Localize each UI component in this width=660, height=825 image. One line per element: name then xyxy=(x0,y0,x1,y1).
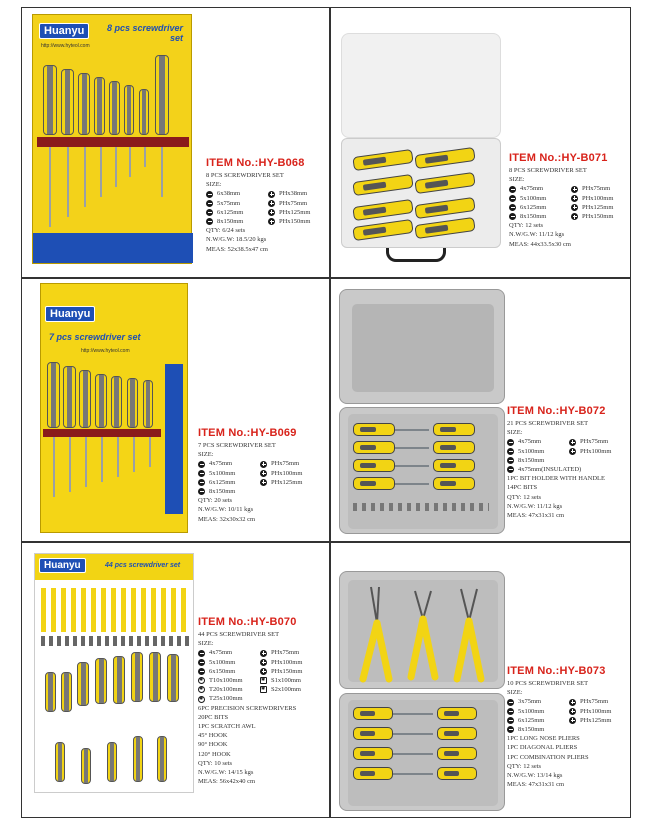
measurement: MEAS: 47x31x31 cm xyxy=(507,781,565,789)
tool-holder-bar xyxy=(37,137,189,147)
product-photo xyxy=(32,14,192,264)
long-nose-pliers-icon xyxy=(363,587,389,679)
handles-row xyxy=(47,358,161,428)
measurement: MEAS: 32x30x32 cm xyxy=(198,515,256,523)
tool-holder-bar xyxy=(43,429,161,437)
size-label: SIZE: xyxy=(507,689,523,697)
quantity: QTY: 12 sets xyxy=(509,222,544,230)
size-slotted: 8x150mm xyxy=(206,217,266,226)
note: 6PC PRECISION SCREWDRIVERS xyxy=(198,704,297,712)
phillips-icon xyxy=(268,218,275,225)
size-label: SIZE: xyxy=(206,181,222,189)
brand-logo: Huanyu xyxy=(45,306,95,322)
item-number: ITEM No.:HY-B068 xyxy=(206,157,305,169)
weight: N.W/G.W: 10/11 kgs xyxy=(198,506,254,514)
note: 90° HOOK xyxy=(198,741,228,749)
item-number: ITEM No.:HY-B070 xyxy=(198,616,297,628)
slotted-icon xyxy=(509,204,516,211)
pack-label: 7 pcs screwdriver set xyxy=(49,332,141,342)
phillips-icon xyxy=(260,659,267,666)
handles-row xyxy=(43,55,183,135)
size-list: 4x75mm PHx75mm 5x100mm PHx100mm 6x150mm PHx150mm ✱ T10x100mm ✱ S1x100mm ✱ T20x100mm ✱ S2x100mm ✱ T25x100mm xyxy=(198,648,330,703)
size-phillips: PHx75mm xyxy=(268,199,330,208)
set-description: 8 PCS SCREWDRIVER SET xyxy=(206,172,284,179)
set-description: 7 PCS SCREWDRIVER SET xyxy=(198,442,276,449)
phillips-icon xyxy=(569,448,576,455)
note: 20PC BITS xyxy=(198,713,229,721)
case-lid xyxy=(341,33,501,138)
note: 1PC COMBINATION PLIERS xyxy=(507,753,589,761)
phillips-icon xyxy=(569,717,576,724)
product-photo xyxy=(40,283,188,533)
phillips-icon xyxy=(571,213,578,220)
slotted-icon xyxy=(507,439,514,446)
phillips-icon xyxy=(569,699,576,706)
screwdriver-handle xyxy=(61,69,74,135)
product-cell-hy-b070 xyxy=(21,542,330,818)
note: 1PC LONG NOSE PLIERS xyxy=(507,735,580,743)
slotted-icon xyxy=(198,668,205,675)
handles-grid xyxy=(41,652,189,792)
size-list: 3x75mm PHx75mm 5x100mm PHx100mm 6x125mm PHx125mm 8x150mm xyxy=(507,697,631,734)
slotted-icon xyxy=(206,200,213,207)
item-number: ITEM No.:HY-B072 xyxy=(507,405,606,417)
slotted-icon xyxy=(507,466,514,473)
product-cell-hy-b069 xyxy=(21,278,330,542)
product-photo xyxy=(339,571,505,813)
diagonal-pliers-icon xyxy=(411,591,435,677)
screwdriver-handle xyxy=(155,55,169,135)
torx-icon xyxy=(198,696,205,703)
size-label: SIZE: xyxy=(198,451,214,459)
phillips-icon xyxy=(268,191,275,198)
size-label: SIZE: xyxy=(198,640,214,648)
square-icon xyxy=(260,677,267,684)
weight: N.W/G.W: 14/15 kgs xyxy=(198,769,254,777)
size-list: 4x75mm PHx75mm 5x100mm PHx100mm 6x125mm PHx125mm 8x150mm PHx150mm xyxy=(509,184,631,221)
slotted-icon xyxy=(206,209,213,216)
product-photo xyxy=(34,553,194,813)
screwdriver-handle xyxy=(43,65,57,135)
screwdriver-handle xyxy=(109,81,120,135)
slotted-icon xyxy=(198,650,205,657)
set-description: 8 PCS SCREWDRIVER SET xyxy=(509,167,587,174)
slotted-icon xyxy=(509,213,516,220)
phillips-icon xyxy=(260,479,267,486)
note: 1PC DIAGONAL PLIERS xyxy=(507,744,578,752)
size-slotted: 6x125mm xyxy=(206,208,266,217)
set-description: 21 PCS SCREWDRIVER SET xyxy=(507,420,589,427)
torx-icon xyxy=(198,677,205,684)
product-photo xyxy=(341,33,501,268)
bits-row xyxy=(353,503,489,511)
phillips-icon xyxy=(268,209,275,216)
phillips-icon xyxy=(260,650,267,657)
product-specs xyxy=(198,616,330,786)
slotted-icon xyxy=(198,461,205,468)
note: 14PC BITS xyxy=(507,484,538,492)
quantity: QTY: 6/24 sets xyxy=(206,227,246,235)
pack-url: http://www.hyteol.com xyxy=(41,43,90,49)
slotted-icon xyxy=(507,699,514,706)
screwdriver-handle xyxy=(139,89,149,135)
measurement: MEAS: 44x33.5x30 cm xyxy=(509,240,571,248)
size-phillips: PHx150mm xyxy=(268,217,330,226)
item-number: ITEM No.:HY-B071 xyxy=(509,152,608,164)
square-icon xyxy=(260,686,267,693)
quantity: QTY: 12 sets xyxy=(507,762,542,770)
product-cell-hy-b073 xyxy=(330,542,631,818)
phillips-icon xyxy=(571,195,578,202)
slotted-icon xyxy=(198,479,205,486)
case-lid xyxy=(339,289,505,404)
combination-pliers-icon xyxy=(457,589,481,679)
bits-row xyxy=(41,636,189,646)
phillips-icon xyxy=(569,708,576,715)
product-specs xyxy=(507,665,631,789)
quantity: QTY: 12 sets xyxy=(507,493,542,501)
size-label: SIZE: xyxy=(507,429,523,437)
quantity: QTY: 10 sets xyxy=(198,759,233,767)
blister-card xyxy=(40,283,188,533)
phillips-icon xyxy=(260,461,267,468)
product-specs xyxy=(507,405,631,520)
product-cell-hy-b072 xyxy=(330,278,631,542)
slotted-icon xyxy=(206,218,213,225)
measurement: MEAS: 47x31x31 cm xyxy=(507,512,565,520)
slotted-icon xyxy=(206,191,213,198)
precision-row xyxy=(41,588,189,632)
size-slotted: 6x38mm xyxy=(206,189,266,198)
phillips-icon xyxy=(260,470,267,477)
measurement: MEAS: 56x42x40 cm xyxy=(198,778,256,786)
slotted-icon xyxy=(509,186,516,193)
torx-icon xyxy=(198,686,205,693)
slotted-icon xyxy=(198,470,205,477)
size-list xyxy=(206,189,330,226)
note: 1PC SCRATCH AWL xyxy=(198,723,256,731)
blister-card xyxy=(32,14,192,264)
set-description: 44 PCS SCREWDRIVER SET xyxy=(198,631,280,638)
slotted-icon xyxy=(507,457,514,464)
pack-footer xyxy=(33,233,193,263)
brand-logo: Huanyu xyxy=(39,23,89,39)
product-specs xyxy=(206,157,330,254)
screwdriver-handle xyxy=(94,77,105,135)
quantity: QTY: 20 sets xyxy=(198,497,233,505)
size-label: SIZE: xyxy=(509,176,525,184)
phillips-icon xyxy=(571,204,578,211)
product-specs xyxy=(509,152,631,249)
phillips-icon xyxy=(260,668,267,675)
pack-label: 44 pcs screwdriver set xyxy=(105,562,181,569)
weight: N.W/G.W: 13/14 kgs xyxy=(507,772,563,780)
slotted-icon xyxy=(509,195,516,202)
weight: N.W/G.W: 11/12 kgs xyxy=(507,502,563,510)
slotted-icon xyxy=(507,726,514,733)
pack-url: http://www.hyteol.com xyxy=(81,348,130,354)
weight: N.W/G.W: 18.5/20 kgs xyxy=(206,236,267,244)
phillips-icon xyxy=(268,200,275,207)
set-description: 10 PCS SCREWDRIVER SET xyxy=(507,680,589,687)
note: 120° HOOK xyxy=(198,750,231,758)
pack-label: 8 pcs screwdriver set xyxy=(106,23,183,43)
product-cell-hy-b071 xyxy=(330,7,631,278)
note: 1PC BIT HOLDER WITH HANDLE xyxy=(507,475,605,483)
size-list: 4x75mm PHx75mm 5x100mm PHx100mm 6x125mm PHx125mm 8x150mm xyxy=(198,459,330,496)
measurement: MEAS: 52x38.5x47 cm xyxy=(206,245,268,253)
item-number: ITEM No.:HY-B073 xyxy=(507,665,606,677)
screwdriver-handle xyxy=(78,73,90,135)
slotted-icon xyxy=(507,717,514,724)
note: 45° HOOK xyxy=(198,732,228,740)
size-phillips: PHx125mm xyxy=(268,208,330,217)
phillips-icon xyxy=(571,186,578,193)
product-specs xyxy=(198,427,330,524)
item-number: ITEM No.:HY-B069 xyxy=(198,427,297,439)
size-list: 4x75mm PHx75mm 5x100mm PHx100mm 8x150mm 4x75mm(INSULATED) xyxy=(507,437,631,474)
size-slotted: 5x75mm xyxy=(206,199,266,208)
tip-icons-column xyxy=(165,364,183,514)
slotted-icon xyxy=(507,708,514,715)
slotted-icon xyxy=(507,448,514,455)
blister-card xyxy=(34,553,194,793)
slotted-icon xyxy=(198,659,205,666)
pliers-illustration xyxy=(349,583,495,683)
screwdriver-handle xyxy=(124,85,134,135)
size-phillips: PHx38mm xyxy=(268,189,330,198)
weight: N.W/G.W: 11/12 kgs xyxy=(509,231,565,239)
case-handle xyxy=(386,248,446,262)
slotted-icon xyxy=(198,488,205,495)
product-photo xyxy=(339,289,505,534)
phillips-icon xyxy=(569,439,576,446)
product-cell-hy-b068 xyxy=(21,7,330,278)
brand-logo: Huanyu xyxy=(39,558,86,573)
